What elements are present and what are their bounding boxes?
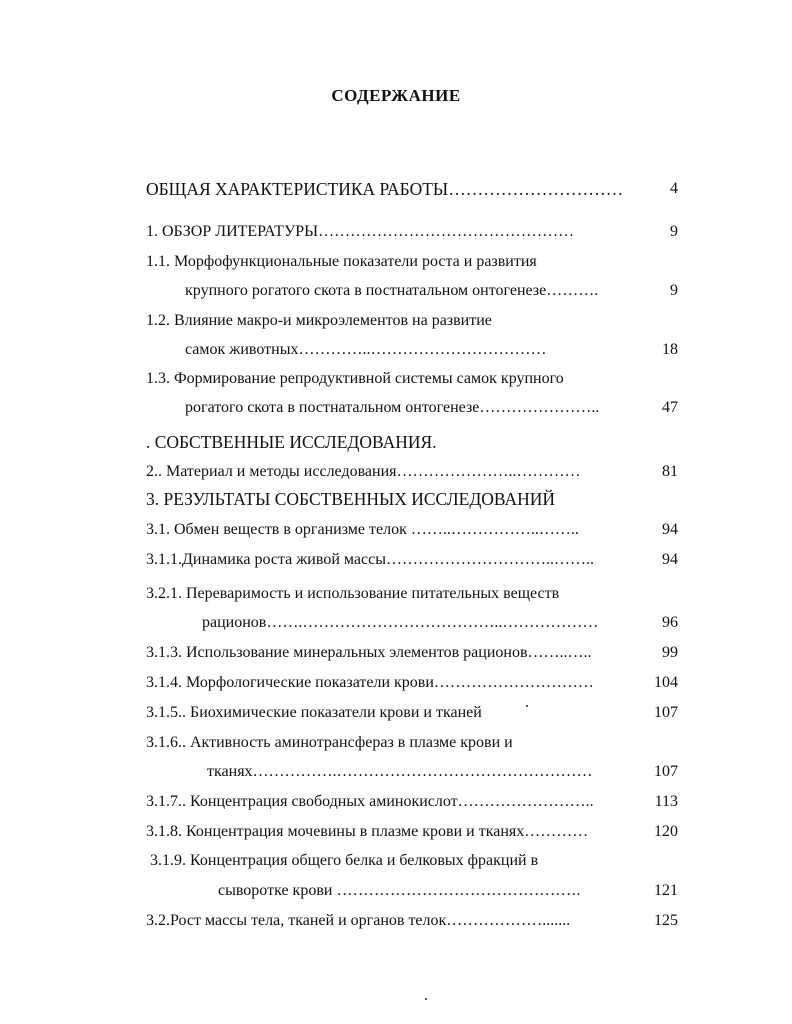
toc-page-number: 18 [662, 341, 678, 358]
toc-page-number: 99 [662, 644, 678, 661]
toc-entry: рогатого скота в постнатальном онтогенезе………………….. [185, 399, 600, 416]
toc-page-number: 9 [670, 282, 678, 299]
toc-entry: 3.1.5.. Биохимические показатели крови и тканей [146, 704, 482, 721]
toc-page-number: 96 [662, 614, 678, 631]
toc-entry: 2.. Материал и методы исследования…………………..………… [146, 463, 581, 480]
toc-entry: 1.1. Морфофункциональные показатели роста и развития [146, 253, 537, 270]
toc-page-number: 107 [654, 763, 678, 780]
toc-page-number: 107 [654, 704, 678, 721]
toc-entry: 1.2. Влияние макро-и микроэлементов на развитие [146, 312, 492, 329]
toc-entry: тканях…………….………………………………………… [207, 763, 593, 780]
toc-page-number: 113 [654, 793, 678, 810]
toc-entry: . СОБСТВЕННЫЕ ИССЛЕДОВАНИЯ. [146, 432, 437, 452]
toc-entry: 3.1. Обмен веществ в организме телок ……..……………..…….. [146, 521, 579, 538]
toc-entry: рационов…….………………………………..……………… [202, 614, 599, 631]
toc-page-number: 120 [654, 823, 678, 840]
toc-entry: 3.1.4. Морфологические показатели крови………………………… [146, 674, 594, 691]
toc-entry: 3.1.6.. Активность аминотрансфераз в плазме крови и [146, 734, 513, 751]
toc-page-number: 94 [662, 551, 678, 568]
scan-speck [526, 705, 528, 707]
toc-entry: 3.1.9. Концентрация общего белка и белковых фракций в [150, 852, 539, 869]
toc-entry: 1. ОБЗОР ЛИТЕРАТУРЫ………………………………………… [146, 223, 575, 240]
toc-page-number: 81 [662, 463, 678, 480]
toc-page-number: 9 [670, 223, 678, 240]
toc-page-number: 94 [662, 521, 678, 538]
toc-entry: 3.2.Рост массы тела, тканей и органов телок………………....... [146, 912, 571, 929]
toc-page-number: 4 [670, 180, 678, 197]
toc-entry: 3.2.1. Переваримость и использование питательных веществ [146, 585, 560, 602]
toc-entry: 1.3. Формирование репродуктивной системы самок крупного [146, 370, 564, 387]
toc-entry: 3.1.3. Использование минеральных элементов рационов……..….. [146, 644, 592, 661]
toc-entry: 3.1.7.. Концентрация свободных аминокислот…………………….. [146, 793, 594, 810]
toc-entry: 3. РЕЗУЛЬТАТЫ СОБСТВЕННЫХ ИССЛЕДОВАНИЙ [146, 489, 556, 509]
scan-speck [425, 998, 427, 1000]
toc-page-number: 121 [654, 882, 678, 899]
page-title: СОДЕРЖАНИЕ [331, 86, 461, 105]
toc-entry: 3.1.1.Динамика роста живой массы…………………………..…….. [146, 551, 594, 568]
toc-page-number: 47 [662, 399, 678, 416]
toc-entry: крупного рогатого скота в постнатальном онтогенезе………. [185, 282, 599, 299]
toc-entry: самок животных…………..…………………………… [185, 341, 547, 358]
toc-page-number: 104 [654, 674, 678, 691]
toc-entry: ОБЩАЯ ХАРАКТЕРИСТИКА РАБОТЫ………………………… [146, 179, 624, 199]
toc-page-number: 125 [654, 912, 678, 929]
toc-entry: сыворотке крови ………………………………………. [218, 882, 581, 899]
toc-entry: 3.1.8. Концентрация мочевины в плазме крови и тканях………… [146, 823, 589, 840]
